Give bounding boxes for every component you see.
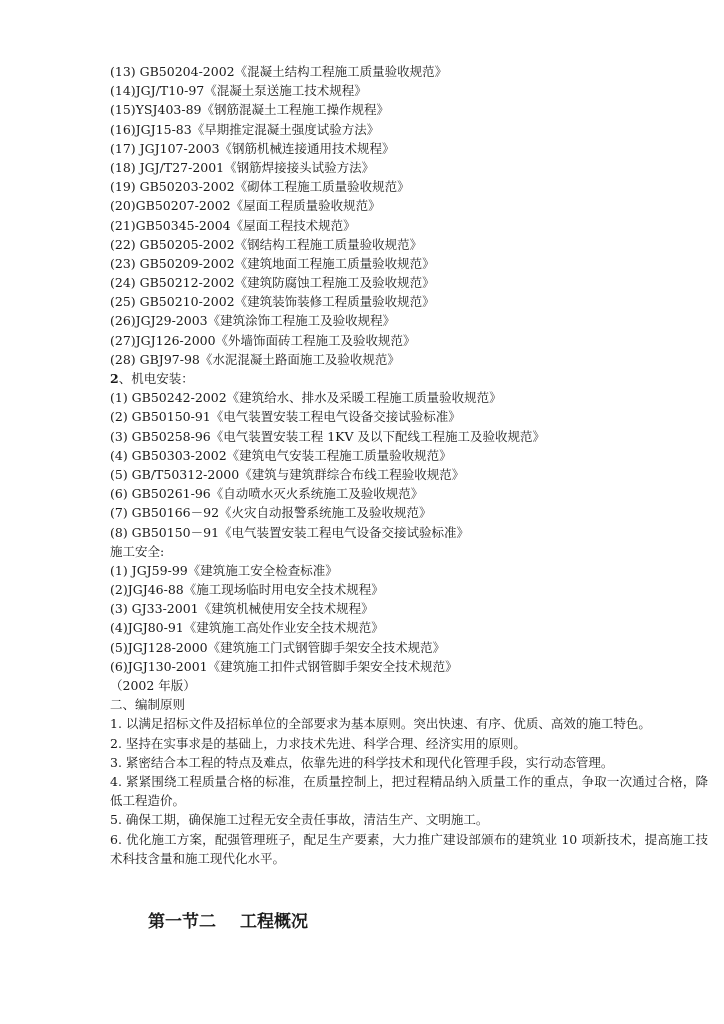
list-item: (19) GB50203-2002《砌体工程施工质量验收规范》 xyxy=(110,179,410,195)
list-item: (14)JGJ/T10-97《混凝土泵送施工技术规程》 xyxy=(110,83,367,99)
standards-civil-list xyxy=(110,62,724,369)
list-item: (5)JGJ128-2000《建筑施工门式钢管脚手架安全技术规范》 xyxy=(110,639,446,655)
list-item: (28) GBJ97-98《水泥混凝土路面施工及验收规范》 xyxy=(110,351,400,367)
list-item: (17) JGJ107-2003《钢筋机械连接通用技术规程》 xyxy=(110,140,395,156)
list-item: （2002 年版） xyxy=(110,678,196,693)
list-item: (7) GB50166－92《火灾自动报警系统施工及验收规范》 xyxy=(110,505,432,521)
list-item: (3) GB50258-96《电气装置安装工程 1KV 及以下配线工程施工及验收规范》 xyxy=(110,428,546,444)
principle-item: 2. 坚持在实事求是的基础上，力求技术先进、科学合理、经济实用的原则。 xyxy=(110,735,526,751)
list-item: (3) GJ33-2001《建筑机械使用安全技术规程》 xyxy=(110,601,374,617)
list-item: (27)JGJ126-2000《外墙饰面砖工程施工及验收规范》 xyxy=(110,332,416,348)
list-item: (1) JGJ59-99《建筑施工安全检查标准》 xyxy=(110,562,338,578)
list-item: (15)YSJ403-89《钢筋混凝土工程施工操作规程》 xyxy=(110,102,389,118)
list-item: (6)JGJ130-2001《建筑施工扣件式钢管脚手架安全技术规范》 xyxy=(110,658,458,674)
principles-heading: 二、编制原则 xyxy=(110,697,186,713)
principle-item: 1. 以满足招标文件及招标单位的全部要求为基本原则。突出快速、有序、优质、高效的施工特色。 xyxy=(110,716,651,732)
list-item: (22) GB50205-2002《钢结构工程施工质量验收规范》 xyxy=(110,236,423,252)
section-title xyxy=(148,907,308,932)
principle-item: 3. 紧密结合本工程的特点及难点，依靠先进的科学技术和现代化管理手段，实行动态管理。 xyxy=(110,754,614,770)
principles-list xyxy=(110,714,724,868)
section-name: 工程概况 xyxy=(240,912,308,932)
standards-safety-list xyxy=(110,561,724,695)
mep-heading-number: 2 xyxy=(110,371,119,386)
standards-mep-list xyxy=(110,388,724,542)
list-item: (13) GB50204-2002《混凝土结构工程施工质量验收规范》 xyxy=(110,64,448,79)
list-item: (4)JGJ80-91《建筑施工高处作业安全技术规范》 xyxy=(110,620,384,636)
mep-heading-text: 、机电安装： xyxy=(118,371,194,386)
list-item: (2)JGJ46-88《施工现场临时用电安全技术规程》 xyxy=(110,582,384,598)
list-item: (26)JGJ29-2003《建筑涂饰工程施工及验收规程》 xyxy=(110,313,396,329)
list-item: (18) JGJ/T27-2001《钢筋焊接接头试验方法》 xyxy=(110,159,375,175)
list-item: (6) GB50261-96《自动喷水灭火系统施工及验收规范》 xyxy=(110,486,424,502)
list-item: (24) GB50212-2002《建筑防腐蚀工程施工及验收规范》 xyxy=(110,275,435,291)
list-item: (1) GB50242-2002《建筑给水、排水及采暖工程施工质量验收规范》 xyxy=(110,390,502,406)
mep-heading xyxy=(110,369,710,388)
list-item: (23) GB50209-2002《建筑地面工程施工质量验收规范》 xyxy=(110,255,435,271)
list-item: (16)JGJ15-83《早期推定混凝土强度试验方法》 xyxy=(110,121,380,137)
list-item: (25) GB50210-2002《建筑装饰装修工程质量验收规范》 xyxy=(110,294,435,310)
principle-item: 6. 优化施工方案，配强管理班子，配足生产要素，大力推广建设部颁布的建筑业 10 项新技术，提高施工技术科技含量和施工现代化水平。 xyxy=(110,831,708,866)
list-item: (21)GB50345-2004《屋面工程技术规范》 xyxy=(110,217,356,233)
list-item: (8) GB50150－91《电气装置安装工程电气设备交接试验标准》 xyxy=(110,524,470,540)
section-number: 第一节二 xyxy=(148,912,216,932)
list-item: (2) GB50150-91《电气装置安装工程电气设备交接试验标准》 xyxy=(110,409,461,425)
list-item: (5) GB/T50312-2000《建筑与建筑群综合布线工程验收规范》 xyxy=(110,466,465,482)
safety-heading: 施工安全: xyxy=(110,543,165,559)
principle-item: 5. 确保工期，确保施工过程无安全责任事故，清洁生产、文明施工。 xyxy=(110,812,489,828)
principle-item: 4. 紧紧围绕工程质量合格的标准，在质量控制上，把过程精品纳入质量工作的重点，争取一次通过合格，降低工程造价。 xyxy=(110,773,708,809)
list-item: (4) GB50303-2002《建筑电气安装工程施工质量验收规范》 xyxy=(110,447,452,463)
list-item: (20)GB50207-2002《屋面工程质量验收规范》 xyxy=(110,198,381,214)
